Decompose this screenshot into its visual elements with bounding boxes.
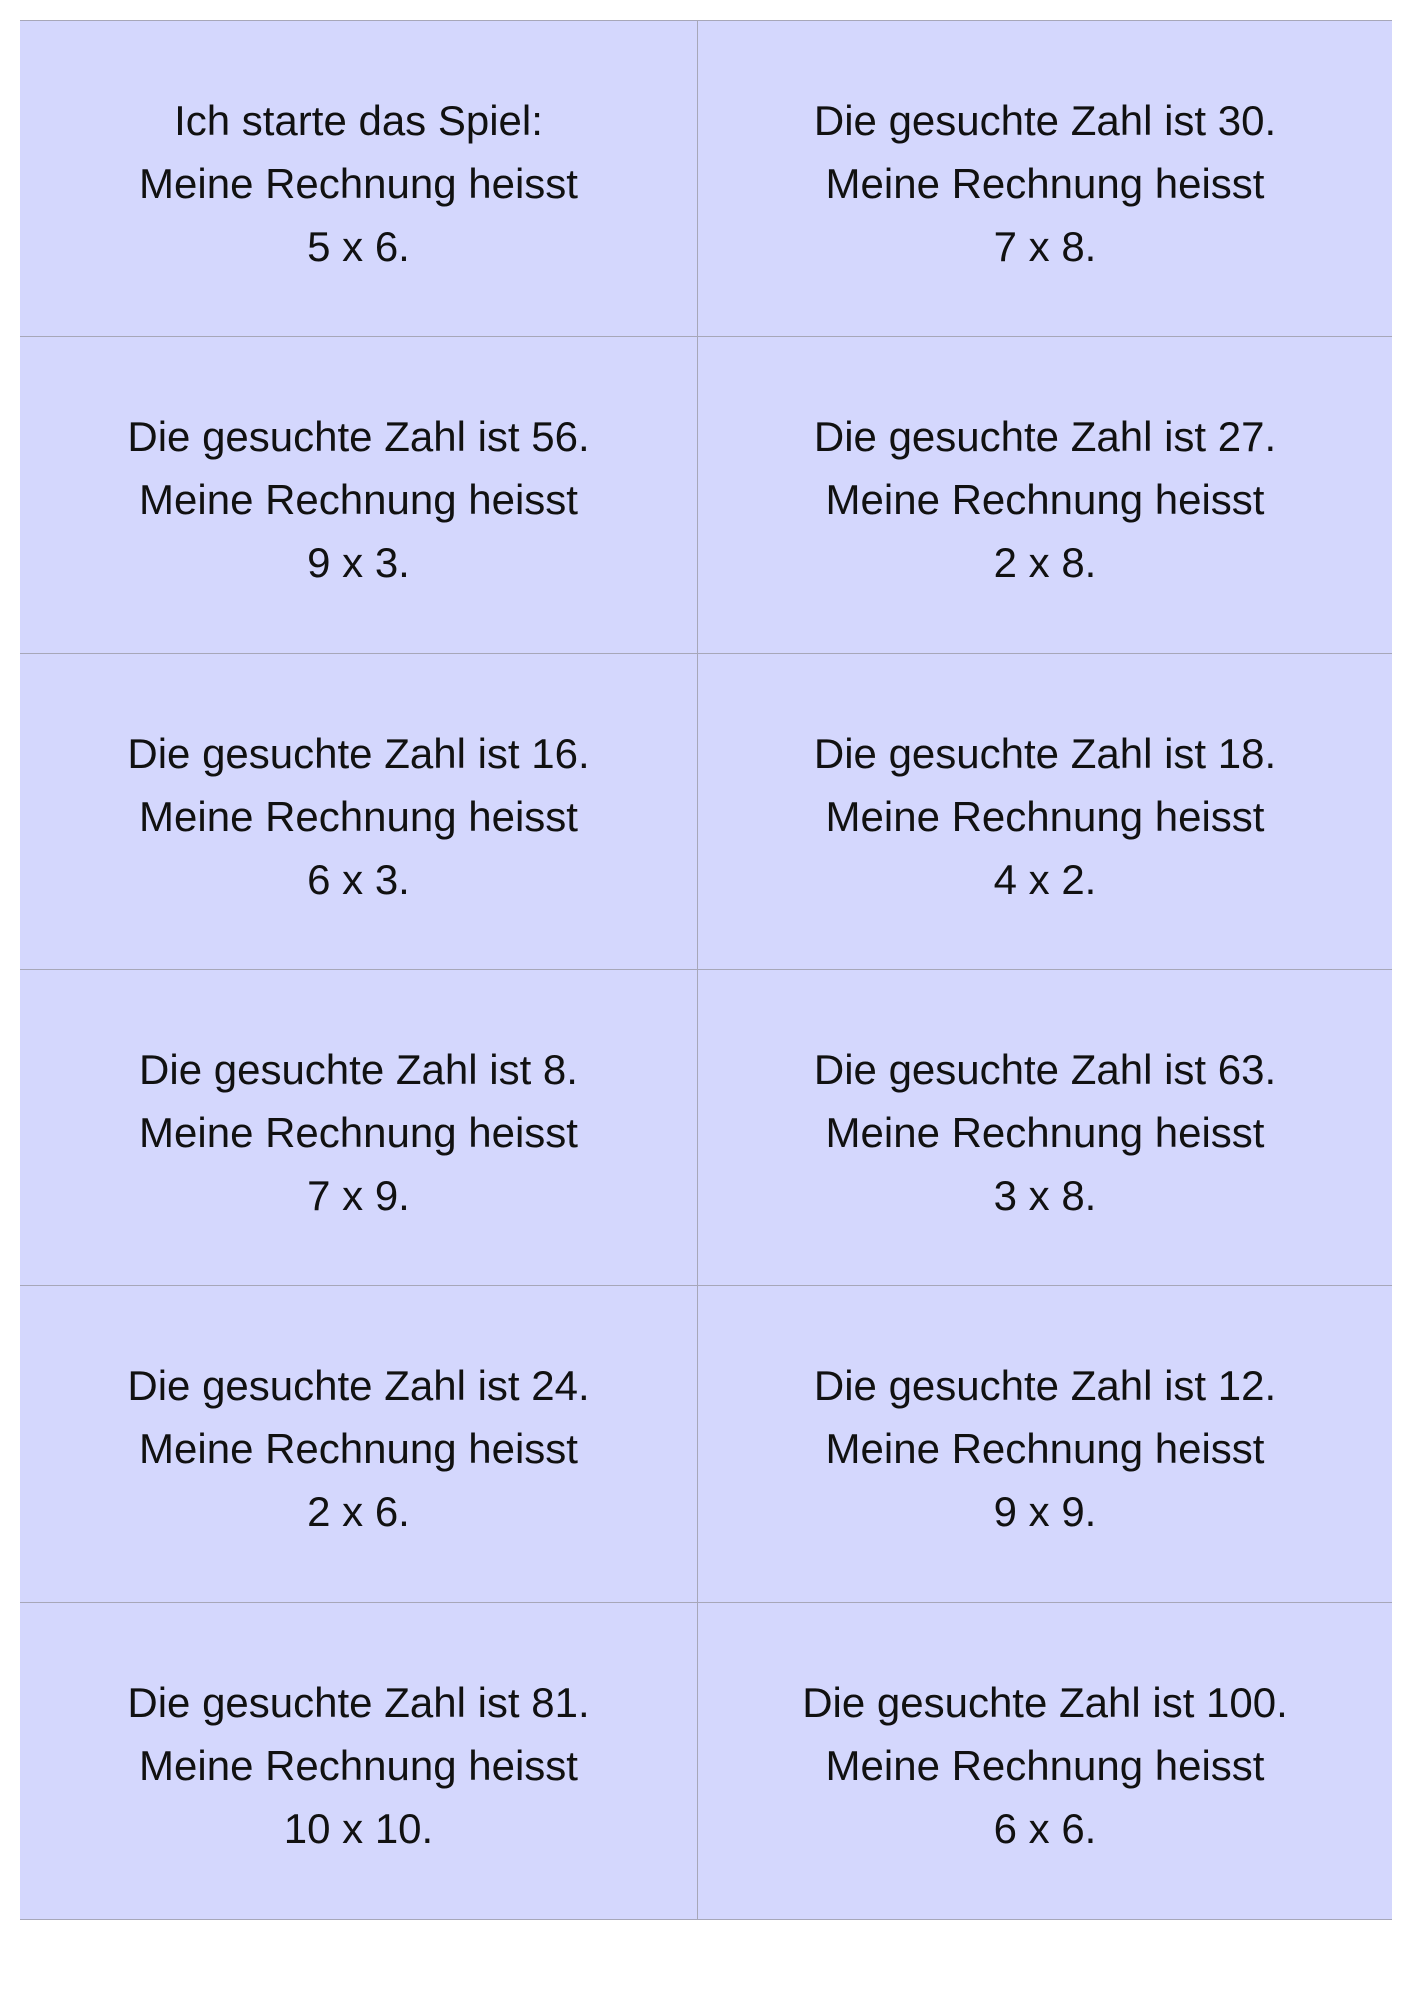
card-calculation: 5 x 6. [307, 223, 410, 270]
card-answer-line: Die gesuchte Zahl ist 63. [813, 1046, 1277, 1093]
card-calculation: 7 x 8. [993, 223, 1097, 270]
game-card-5 [20, 654, 698, 970]
card-answer-line: Die gesuchte Zahl ist 8. [139, 1046, 578, 1093]
card-calculation: 6 x 6. [993, 1804, 1097, 1852]
card-answer-line: Die gesuchte Zahl ist 16. [127, 729, 590, 777]
game-card-3 [20, 337, 698, 653]
game-card-9 [20, 1286, 698, 1602]
game-card-7 [20, 970, 698, 1286]
game-card-10 [698, 1286, 1392, 1602]
card-prompt-line: Meine Rechnung heisst [139, 1741, 578, 1789]
card-prompt-line: Meine Rechnung heisst [825, 1425, 1265, 1473]
card-answer-line: Die gesuchte Zahl ist 81. [127, 1678, 590, 1726]
card-answer-line: Die gesuchte Zahl ist 30. [813, 97, 1277, 144]
card-prompt-line: Meine Rechnung heisst [139, 476, 578, 524]
game-card-1 [20, 21, 698, 337]
card-sheet [20, 20, 1392, 1920]
card-calculation: 2 x 8. [993, 539, 1097, 587]
card-prompt-line: Meine Rechnung heisst [825, 1741, 1265, 1789]
card-answer-line: Ich starte das Spiel: [174, 97, 543, 144]
card-answer-line: Die gesuchte Zahl ist 18. [813, 729, 1277, 777]
game-card-12 [698, 1603, 1392, 1919]
game-card-6 [698, 654, 1392, 970]
card-prompt-line: Meine Rechnung heisst [825, 160, 1265, 207]
card-answer-line: Die gesuchte Zahl ist 100. [802, 1678, 1288, 1726]
card-answer-line: Die gesuchte Zahl ist 12. [813, 1362, 1277, 1410]
game-card-2 [698, 21, 1392, 337]
card-calculation: 10 x 10. [283, 1804, 434, 1852]
card-calculation: 9 x 9. [993, 1488, 1097, 1536]
game-card-11 [20, 1603, 698, 1919]
card-prompt-line: Meine Rechnung heisst [825, 1109, 1265, 1156]
card-answer-line: Die gesuchte Zahl ist 27. [813, 413, 1277, 461]
card-calculation: 6 x 3. [307, 855, 410, 903]
card-prompt-line: Meine Rechnung heisst [139, 1425, 578, 1473]
card-prompt-line: Meine Rechnung heisst [139, 1109, 578, 1156]
game-card-8 [698, 970, 1392, 1286]
card-calculation: 3 x 8. [993, 1172, 1097, 1219]
card-prompt-line: Meine Rechnung heisst [825, 792, 1265, 840]
card-answer-line: Die gesuchte Zahl ist 56. [127, 413, 590, 461]
card-calculation: 4 x 2. [993, 855, 1097, 903]
card-calculation: 2 x 6. [307, 1488, 410, 1536]
card-prompt-line: Meine Rechnung heisst [139, 792, 578, 840]
game-card-4 [698, 337, 1392, 653]
card-prompt-line: Meine Rechnung heisst [139, 160, 578, 207]
card-prompt-line: Meine Rechnung heisst [825, 476, 1265, 524]
card-answer-line: Die gesuchte Zahl ist 24. [127, 1362, 590, 1410]
card-calculation: 7 x 9. [307, 1172, 410, 1219]
card-calculation: 9 x 3. [307, 539, 410, 587]
